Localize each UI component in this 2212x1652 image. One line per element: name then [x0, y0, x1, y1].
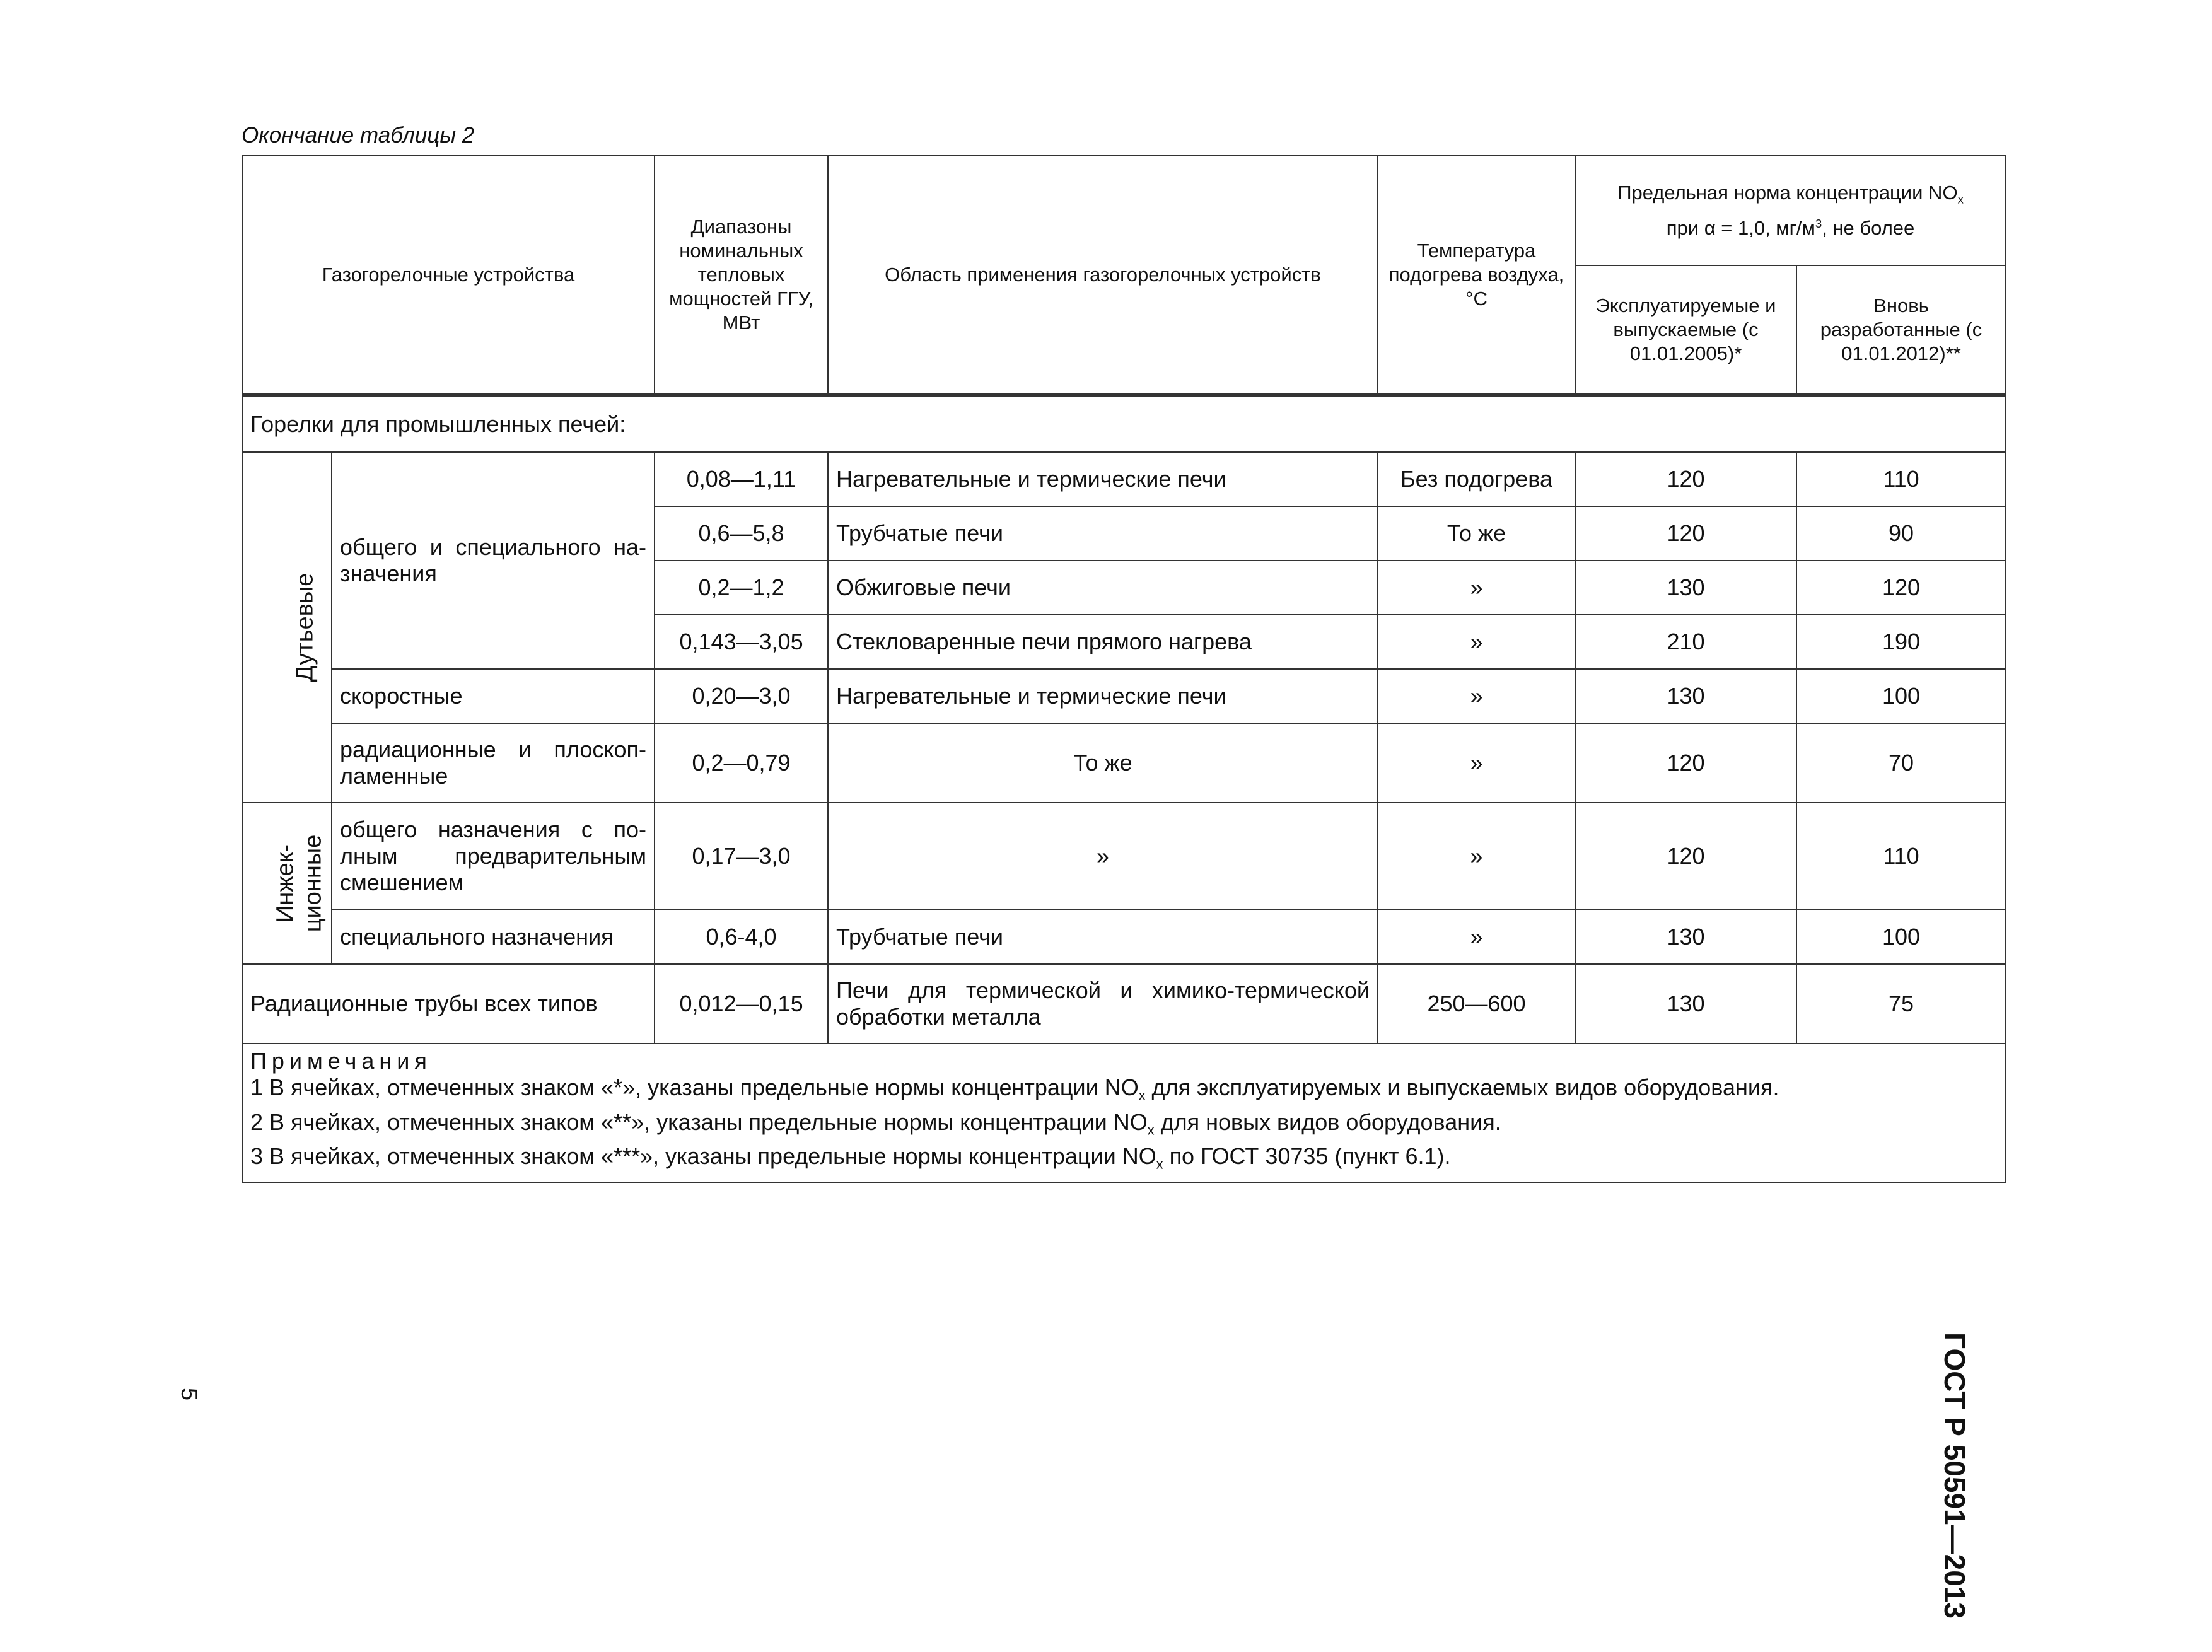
header-limit-line2-c: , не более	[1822, 216, 1915, 239]
application-cell: Трубчатые печи	[828, 910, 1378, 964]
new-cell: 100	[1796, 669, 2006, 723]
new-cell: 90	[1796, 506, 2006, 561]
section-title: Горелки для промышленных печей:	[242, 395, 2006, 453]
existing-cell: 130	[1575, 561, 1796, 615]
new-cell: 190	[1796, 615, 2006, 669]
range-cell: 0,6-4,0	[655, 910, 828, 964]
table-row	[242, 669, 2006, 723]
group-injection-cell	[242, 803, 332, 964]
note-2-text: 2 В ячейках, отмеченных знаком «**», указаны предельные нормы концентрации NO	[250, 1108, 1148, 1135]
emission-limits-table	[242, 155, 2006, 1183]
existing-cell: 130	[1575, 964, 1796, 1044]
note-2-sub: x	[1147, 1122, 1155, 1138]
temp-cell: Без подогрева	[1378, 452, 1575, 506]
group-blower-label: Дутьевые	[291, 573, 318, 682]
table-caption: Окончание таблицы 2	[242, 123, 475, 148]
group-injection-line2: ционные	[300, 834, 327, 933]
temp-cell: »	[1378, 561, 1575, 615]
new-cell: 110	[1796, 452, 2006, 506]
temp-cell: »	[1378, 910, 1575, 964]
notes-title: Примечания	[250, 1048, 432, 1074]
note-3	[250, 1143, 1998, 1178]
header-limit-line2-b: = 1,0, мг/м	[1715, 216, 1815, 239]
new-cell: 110	[1796, 803, 2006, 910]
range-cell: 0,2—1,2	[655, 561, 828, 615]
subtype-cell: радиационные и плоскоп-ламенные	[332, 723, 655, 803]
application-cell: »	[828, 803, 1378, 910]
new-cell: 70	[1796, 723, 2006, 803]
subtype-cell: специального назначения	[332, 910, 655, 964]
application-cell: Нагревательные и термические печи	[828, 669, 1378, 723]
note-3-sub: x	[1156, 1156, 1163, 1172]
range-cell: 0,17—3,0	[655, 803, 828, 910]
note-1	[250, 1074, 1998, 1109]
temp-cell: »	[1378, 669, 1575, 723]
note-3-tail: по ГОСТ 30735 (пункт 6.1).	[1163, 1143, 1451, 1170]
existing-cell: 130	[1575, 669, 1796, 723]
note-1-text: 1 В ячейках, отмеченных знаком «*», указаны предельные нормы концентрации NO	[250, 1074, 1139, 1100]
device-cell: Радиационные трубы всех типов	[242, 964, 655, 1044]
range-cell: 0,143—3,05	[655, 615, 828, 669]
temp-cell: То же	[1378, 506, 1575, 561]
new-cell: 75	[1796, 964, 2006, 1044]
note-2	[250, 1109, 1998, 1144]
header-new: Вновь разработанные (с 01.01.2012)**	[1796, 265, 2006, 395]
existing-cell: 120	[1575, 452, 1796, 506]
header-limit-sub: x	[1957, 192, 1964, 206]
table-row	[242, 452, 2006, 506]
page-number: 5	[177, 1387, 202, 1401]
standard-code: ГОСТ Р 50591—2013	[1938, 1332, 1971, 1619]
header-ranges: Диапазоны номинальных тепловых мощностей ГГУ, МВт	[655, 156, 828, 395]
range-cell: 0,6—5,8	[655, 506, 828, 561]
table-row	[242, 723, 2006, 803]
section-row	[242, 395, 2006, 453]
notes-cell	[242, 1044, 2006, 1182]
header-limit-prefix: Предельная норма концентрации NO	[1617, 182, 1958, 204]
range-cell: 0,012—0,15	[655, 964, 828, 1044]
existing-cell: 120	[1575, 506, 1796, 561]
temp-cell: 250—600	[1378, 964, 1575, 1044]
header-limit-sup: 3	[1815, 216, 1822, 230]
subtype-cell: общего назначения с по-лным предварительным смешением	[332, 803, 655, 910]
existing-cell: 130	[1575, 910, 1796, 964]
subtype-cell: скоростные	[332, 669, 655, 723]
header-temperature: Температура подогрева воздуха, °С	[1378, 156, 1575, 395]
range-cell: 0,20—3,0	[655, 669, 828, 723]
header-limit-line2-a: при	[1666, 216, 1704, 239]
application-cell: Нагревательные и термические печи	[828, 452, 1378, 506]
application-cell: Стекловаренные печи прямого нагрева	[828, 615, 1378, 669]
existing-cell: 120	[1575, 803, 1796, 910]
table-row	[242, 803, 2006, 910]
application-cell: Обжиговые печи	[828, 561, 1378, 615]
subtype-general-special: общего и специального на-значения	[332, 452, 655, 669]
notes-row	[242, 1044, 2006, 1182]
header-limit	[1575, 156, 2006, 265]
temp-cell: »	[1378, 723, 1575, 803]
application-cell: То же	[828, 723, 1378, 803]
header-row-1	[242, 156, 2006, 265]
alpha-symbol: α	[1704, 216, 1716, 239]
header-application: Область применения газогорелочных устройств	[828, 156, 1378, 395]
note-2-tail: для новых видов оборудования.	[1154, 1108, 1501, 1135]
temp-cell: »	[1378, 803, 1575, 910]
existing-cell: 210	[1575, 615, 1796, 669]
note-3-text: 3 В ячейках, отмеченных знаком «***», указаны предельные нормы концентрации NO	[250, 1143, 1156, 1170]
temp-cell: »	[1378, 615, 1575, 669]
existing-cell: 120	[1575, 723, 1796, 803]
group-blower-cell	[242, 452, 332, 803]
application-cell: Трубчатые печи	[828, 506, 1378, 561]
new-cell: 100	[1796, 910, 2006, 964]
group-injection-label	[271, 835, 327, 933]
application-cell: Печи для термической и химико-термической обработки металла	[828, 964, 1378, 1044]
note-1-tail: для эксплуатируемых и выпускаемых видов оборудования.	[1145, 1074, 1779, 1100]
group-injection-line1: Инжек-	[272, 844, 299, 923]
table-row	[242, 910, 2006, 964]
range-cell: 0,08—1,11	[655, 452, 828, 506]
header-existing: Эксплуатируемые и выпускаемые (с 01.01.2005)*	[1575, 265, 1796, 395]
header-devices: Газогорелочные устройства	[242, 156, 655, 395]
new-cell: 120	[1796, 561, 2006, 615]
range-cell: 0,2—0,79	[655, 723, 828, 803]
table-row	[242, 964, 2006, 1044]
note-1-sub: x	[1138, 1087, 1146, 1103]
